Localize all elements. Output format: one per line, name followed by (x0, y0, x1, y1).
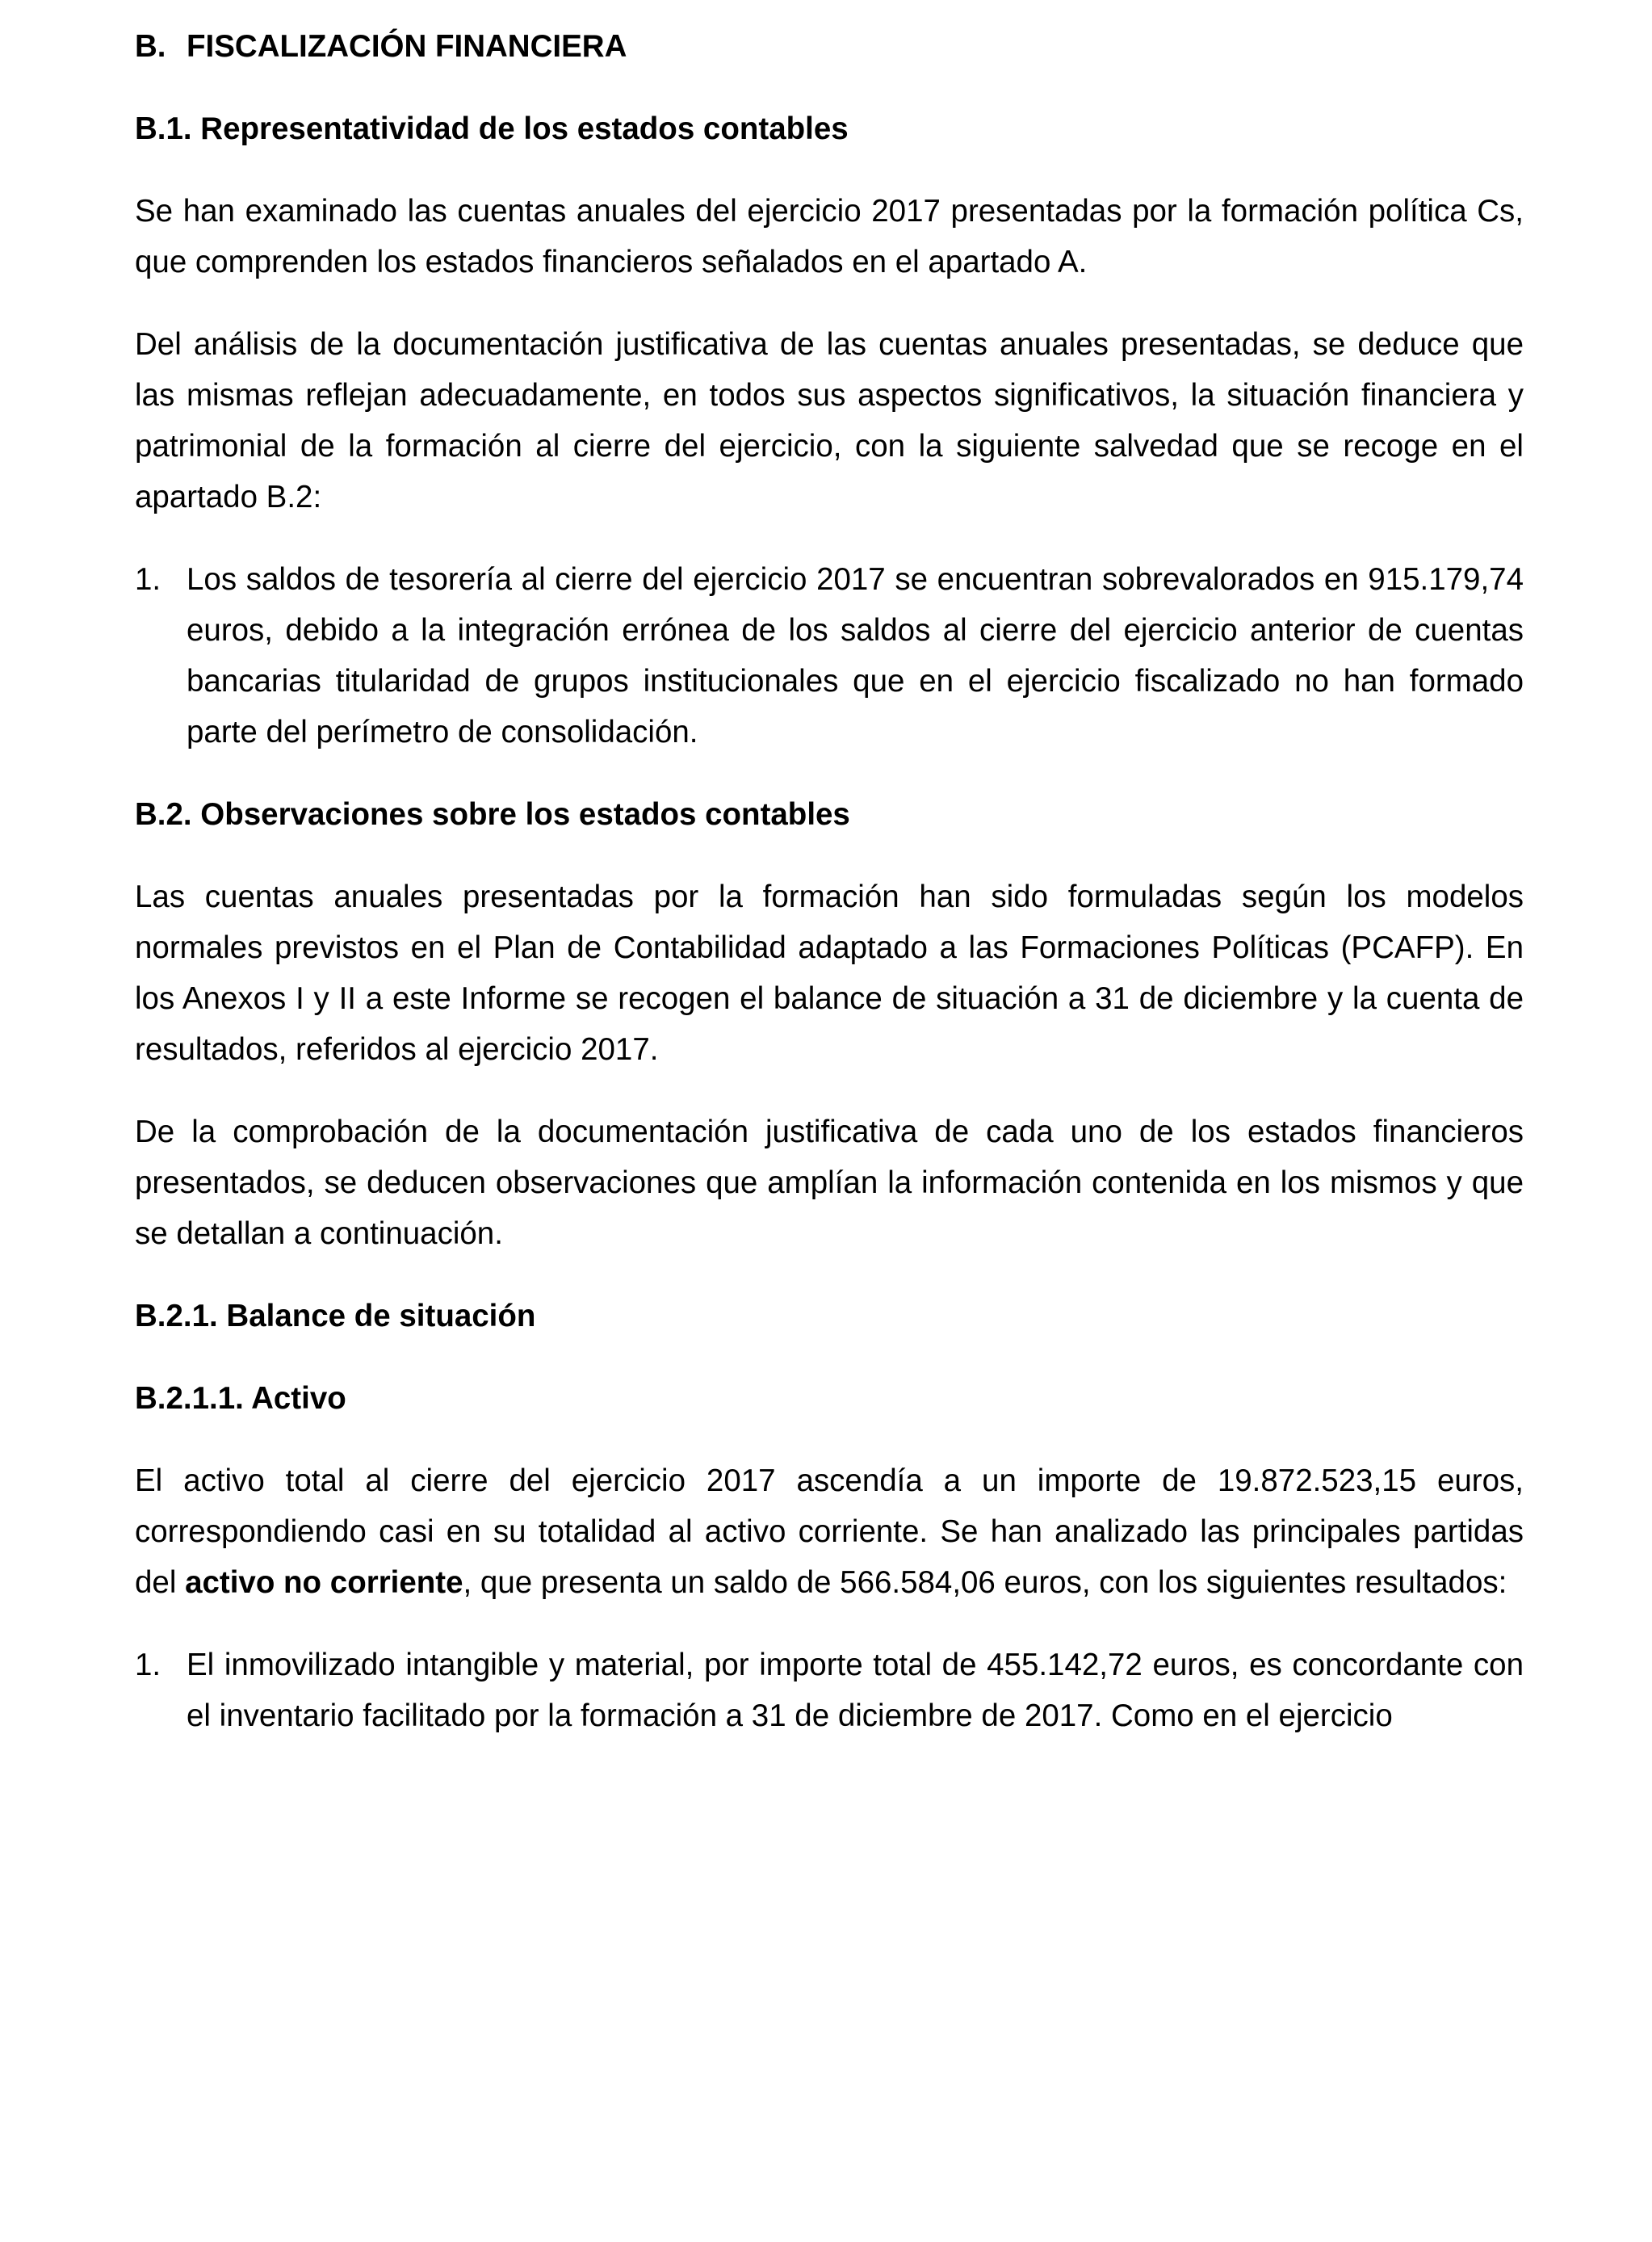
section-heading-b21: B.2.1. Balance de situación (135, 1299, 536, 1333)
section-heading-b2: B.2. Observaciones sobre los estados contables (135, 797, 850, 832)
section-number: B. (135, 29, 166, 64)
paragraph-examined-accounts: Se han examinado las cuentas anuales del ejercicio 2017 presentadas por la formación política Cs, que comprenden los estados financieros señalados en el apartado A. (135, 194, 1524, 279)
section-heading-b (135, 21, 1524, 72)
list-item-number: 1. (135, 1648, 161, 1682)
paragraph-total-assets (135, 1455, 1524, 1608)
bold-term-non-current-assets: activo no corriente (185, 1565, 463, 1600)
paragraph-text-start: El activo total al cierre del ejercicio 2017 ascendía a un importe de 19.872.523,15 euros, correspondiendo casi en su totalidad al activo corriente. Se han analizado las principales partidas del (135, 1463, 1524, 1600)
section-heading-b211: B.2.1.1. Activo (135, 1381, 346, 1416)
paragraph-observations: De la comprobación de la documentación justificativa de cada uno de los estados financieros presentados, se deducen observaciones que amplían la información contenida en los mismos y que se detallan a continuación. (135, 1115, 1524, 1251)
list-item-text: El inmovilizado intangible y material, por importe total de 455.142,72 euros, es concordante con el inventario facilitado por la formación a 31 de diciembre de 2017. Como en el ejercicio (187, 1648, 1524, 1733)
section-heading-b1: B.1. Representatividad de los estados contables (135, 111, 849, 146)
document-page (135, 21, 1524, 1741)
paragraph-text-end: , que presenta un saldo de 566.584,06 euros, con los siguientes resultados: (463, 1565, 1507, 1600)
paragraph-accounts-models: Las cuentas anuales presentadas por la formación han sido formuladas según los modelos normales previstos en el Plan de Contabilidad adaptado a las Formaciones Políticas (PCAFP). En los Anexos I y II a este Informe se recogen el balance de situación a 31 de diciembre y la cuenta de resultados, referidos al ejercicio 2017. (135, 880, 1524, 1067)
paragraph-analysis: Del análisis de la documentación justificativa de las cuentas anuales presentadas, se deduce que las mismas reflejan adecuadamente, en todos sus aspectos significativos, la situación financiera y patrimonial de la formación al cierre del ejercicio, con la siguiente salvedad que se recoge en el apartado B.2: (135, 327, 1524, 514)
list-item-activo-1 (135, 1640, 1524, 1741)
list-item-text: Los saldos de tesorería al cierre del ejercicio 2017 se encuentran sobrevalorados en 915.179,74 euros, debido a la integración errónea de los saldos al cierre del ejercicio anterior de cuentas bancarias titularidad de grupos institucionales que en el ejercicio fiscalizado no han formado parte del perímetro de consolidación. (187, 562, 1524, 749)
section-title: FISCALIZACIÓN FINANCIERA (187, 29, 627, 64)
list-item-number: 1. (135, 562, 161, 597)
list-item-salvedad-1 (135, 554, 1524, 758)
